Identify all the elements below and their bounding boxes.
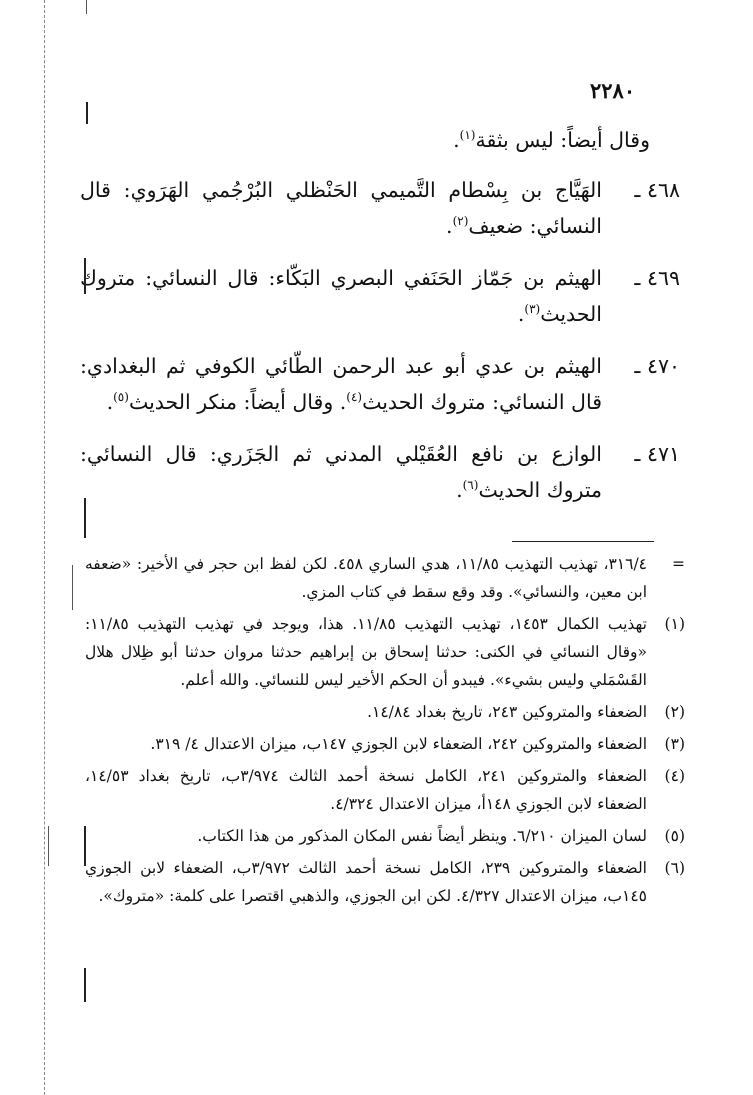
footnote-mark: (٥) <box>664 827 685 845</box>
footnote-ref: (٦) <box>462 478 479 493</box>
footnote-mark: (١) <box>664 615 685 633</box>
punctuation: . <box>453 128 460 152</box>
scan-margin-mark <box>84 826 86 866</box>
entry-text <box>80 260 602 332</box>
footnote-text: الضعفاء والمتروكين ٢٤٢، الضعفاء لابن الجوزي ١٤٧ب، ميزان الاعتدال ٤/ ٣١٩. <box>150 735 647 753</box>
entry-body: الوازع بن نافع العُقَيْلي المدني ثم الجَزَري: قال النسائي: متروك الحديث <box>80 442 602 502</box>
footnote-separator <box>512 541 654 542</box>
continuation-text: وقال أيضاً: ليس بثقة <box>475 128 650 152</box>
scan-top-mark <box>86 0 87 14</box>
footnote-2 <box>85 698 685 726</box>
footnote-mark: = <box>672 555 685 573</box>
entry-body: الهيثم بن جَمّاز الحَنَفي البصري البَكّاء: قال النسائي: متروك الحديث <box>80 266 602 326</box>
scan-margin-mark <box>48 826 49 866</box>
entry-body-continued: . وقال أيضاً: منكر الحديث <box>128 390 347 414</box>
footnote-ref: (٥) <box>113 390 129 405</box>
footnotes <box>85 550 685 914</box>
scan-margin-mark <box>84 498 86 538</box>
punctuation: . <box>517 302 525 326</box>
footnote-mark: (٣) <box>664 735 685 753</box>
entry-number: ٤٦٨ ـ <box>634 178 680 202</box>
entry-text <box>80 348 602 420</box>
entry-body: الهَيَّاج بن بِسْطام التَّميمي الحَنْظلي البُرْجُمي الهَرَوي: قال النسائي: ضعيف <box>80 178 602 238</box>
scan-margin-dashed-line <box>44 0 45 1095</box>
continuation-line <box>80 122 680 158</box>
scan-margin-mark <box>72 565 73 610</box>
footnote-4 <box>85 762 685 818</box>
footnote-mark: (٢) <box>664 703 685 721</box>
entry-body: الهيثم بن عدي أبو عبد الرحمن الطّائي الكوفي ثم البغدادي: قال النسائي: متروك الحديث <box>80 354 602 414</box>
footnote-5 <box>85 822 685 850</box>
entry-number: ٤٧١ ـ <box>634 442 680 466</box>
entry-text <box>80 436 602 508</box>
scan-margin-mark <box>84 968 86 1002</box>
entry-number: ٤٧٠ ـ <box>634 354 680 378</box>
footnote-text: لسان الميزان ٦/٢١٠. وينظر أيضاً نفس المكان المذكور من هذا الكتاب. <box>197 827 647 845</box>
entry-468 <box>80 172 680 244</box>
punctuation: . <box>106 390 114 414</box>
entry-471 <box>80 436 680 508</box>
entry-text <box>80 172 602 244</box>
footnote-mark: (٤) <box>664 767 685 785</box>
entry-number: ٤٦٩ ـ <box>634 266 680 290</box>
scan-margin-mark <box>84 258 86 294</box>
footnote-text: ٣١٦/٤، تهذيب التهذيب ١١/٨٥، هدي الساري ٤٥٨. لكن لفظ ابن حجر في الأخير: «ضعفه ابن معين، والنسائي». وقد وقع سقط في كتاب المزي. <box>85 555 648 601</box>
footnote-text: تهذيب الكمال ١٤٥٣، تهذيب التهذيب ١١/٨٥. هذا، ويوجد في تهذيب التهذيب ١١/٨٥: «وقال النسائي في الكنى: حدثنا إسحاق بن إبراهيم حدثنا مروان حدثنا أبو ظِلال هلال القَسْمَلي وليس بشيء». فيبدو أن الحكم الأخير ليس للنسائي. والله أعلم. <box>85 615 647 689</box>
footnote-continuation <box>85 550 685 606</box>
footnote-ref: (٢) <box>452 214 469 229</box>
entry-469 <box>80 260 680 332</box>
footnote-ref: (٣) <box>524 302 541 317</box>
main-text <box>80 122 680 524</box>
footnote-ref: (١) <box>459 128 476 143</box>
page-number: ٢٢٨٠ <box>590 78 636 103</box>
footnote-text: الضعفاء والمتروكين ٢٣٩، الكامل نسخة أحمد الثالث ٣/٩٧٢ب، الضعفاء لابن الجوزي ١٤٥ب، ميزان الاعتدال ٤/٣٢٧. لكن ابن الجوزي، والذهبي اقتصرا على كلمة: «متروك». <box>85 859 647 905</box>
footnote-6 <box>85 854 685 910</box>
entry-470 <box>80 348 680 420</box>
footnote-1 <box>85 610 685 694</box>
footnote-3 <box>85 730 685 758</box>
footnote-text: الضعفاء والمتروكين ٢٤٣، تاريخ بغداد ١٤/٨٤. <box>367 703 647 721</box>
footnote-ref: (٤) <box>346 390 363 405</box>
footnote-text: الضعفاء والمتروكين ٢٤١، الكامل نسخة أحمد الثالث ٣/٩٧٤ب، تاريخ بغداد ١٤/٥٣، الضعفاء لابن الجوزي ١٤٨أ، ميزان الاعتدال ٤/٣٢٤. <box>85 767 647 813</box>
punctuation: . <box>446 214 453 238</box>
scan-margin-mark <box>86 102 88 124</box>
punctuation: . <box>456 478 463 502</box>
footnote-mark: (٦) <box>664 859 685 877</box>
